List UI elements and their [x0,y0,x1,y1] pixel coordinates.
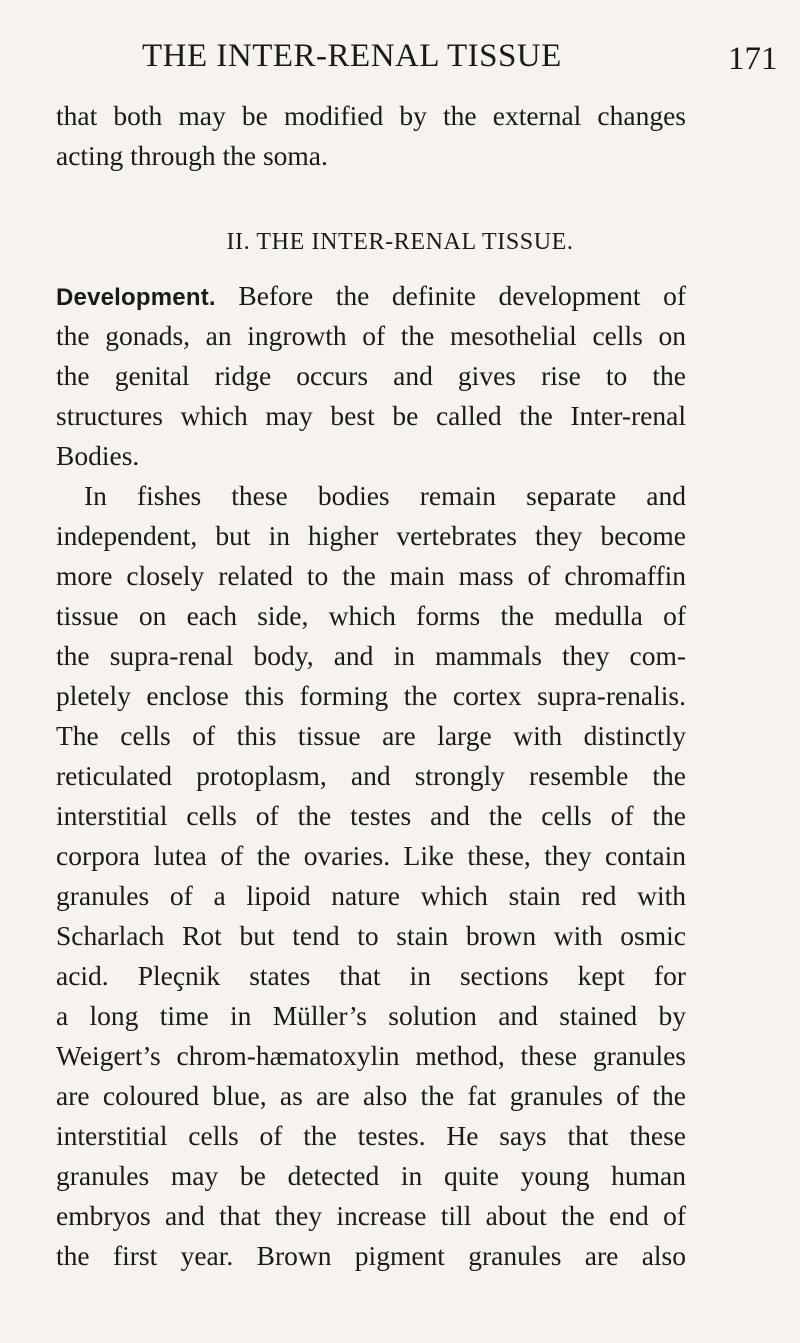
text-line-remainder: Before the definite development of [215,280,686,311]
text-line: acid. Pleçnik states that in sections kept for [56,960,686,991]
text-line: Scharlach Rot but tend to stain brown with osmic [56,920,686,951]
text-line: a long time in Müller’s solution and stained by [56,1000,686,1031]
text-line: pletely enclose this forming the cortex supra-renalis. [56,680,686,711]
text-line: granules may be detected in quite young human [56,1160,686,1191]
text-line: independent, but in higher vertebrates they become [56,520,686,551]
text-line: acting through the soma. [56,140,328,171]
page-number: 171 [728,41,778,77]
text-line: tissue on each side, which forms the medulla of [56,600,686,631]
text-line: structures which may best be called the Inter-renal [56,400,686,431]
text-line: interstitial cells of the testes and the cells of the [56,800,686,831]
text-line: reticulated protoplasm, and strongly resemble the [56,760,686,791]
running-title: THE INTER-RENAL TISSUE [142,38,562,74]
text-line: Weigert’s chrom-hæmatoxylin method, these granules [56,1040,686,1071]
text-line: granules of a lipoid nature which stain red with [56,880,686,911]
section-heading: II. THE INTER-RENAL TISSUE. [226,229,574,255]
text-line: The cells of this tissue are large with distinctly [56,720,686,751]
text-line: corpora lutea of the ovaries. Like these, they contain [56,840,686,871]
running-header [0,38,800,86]
text-line: are coloured blue, as are also the fat granules of the [56,1080,686,1111]
text-line [56,276,686,318]
text-line: the first year. Brown pigment granules are also [56,1240,686,1271]
text-line: Bodies. [56,440,140,471]
text-line: embryos and that they increase till about the end of [56,1200,686,1231]
text-line: the supra-renal body, and in mammals they com- [56,640,686,671]
text-line: interstitial cells of the testes. He says that these [56,1120,686,1151]
text-line: the genital ridge occurs and gives rise to the [56,360,686,391]
runin-heading: Development. [56,284,216,311]
text-line: the gonads, an ingrowth of the mesothelial cells on [56,320,686,351]
text-line: In fishes these bodies remain separate and [84,480,686,511]
text-line: that both may be modified by the external changes [56,100,686,131]
text-line: more closely related to the main mass of chromaffin [56,560,686,591]
